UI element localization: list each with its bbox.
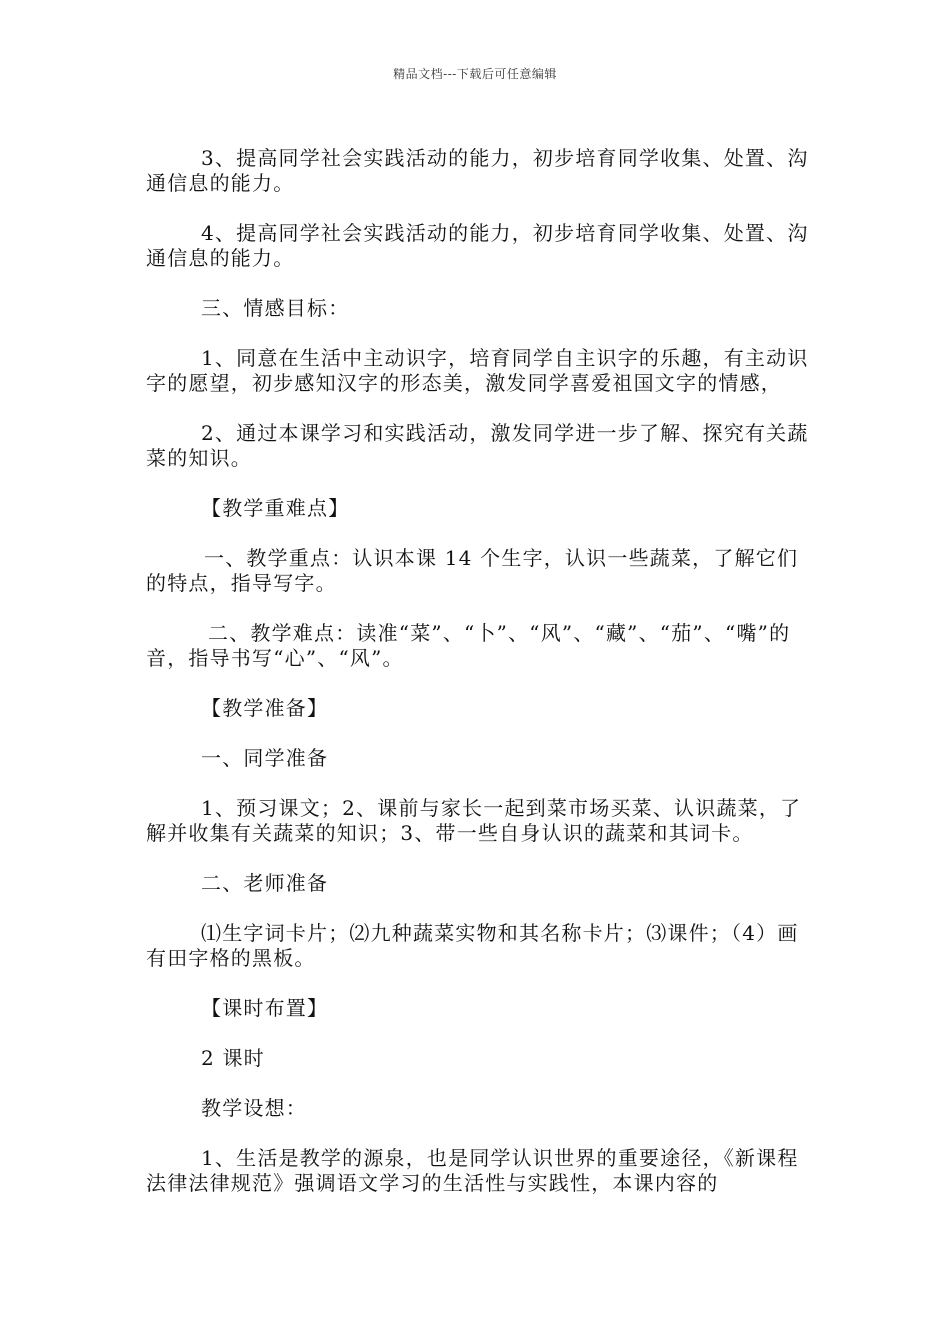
heading-teacher-preparation: 二、老师准备 xyxy=(201,871,329,895)
paragraph-key-point: 一、教学重点：认识本课 14 个生字，认识一些蔬菜，了解它们的特点，指导写字。 xyxy=(146,546,799,595)
paragraph-emotion-1: 1、同意在生活中主动识字，培育同学自主识字的乐趣，有主动识字的愿望，初步感知汉字的形态美，激发同学喜爱祖国文字的情感， xyxy=(146,346,809,395)
page-header: 精品文档---下载后可任意编辑 xyxy=(393,67,557,81)
heading-key-difficult-points: 【教学重难点】 xyxy=(201,496,350,520)
document-body xyxy=(146,146,816,1221)
paragraph-difficult-point: 二、教学难点：读准“菜”、“卜”、“风”、“藏”、“茄”、“嘴”的音，指导书写“心”、“风”。 xyxy=(146,621,791,670)
heading-student-preparation: 一、同学准备 xyxy=(201,746,329,770)
paragraph-student-preparation: 1、预习课文；2、课前与家长一起到菜市场买菜、认识蔬菜，了解并收集有关蔬菜的知识；3、带一些自身认识的蔬菜和其词卡。 xyxy=(146,796,802,845)
paragraph-lesson-count: 2 课时 xyxy=(201,1046,265,1070)
paragraph-goal-3: 3、提高同学社会实践活动的能力，初步培育同学收集、处置、沟通信息的能力。 xyxy=(146,146,809,195)
paragraph-teaching-idea-1: 1、生活是教学的源泉，也是同学认识世界的重要途径，《新课程法律法律规范》强调语文学习的生活性与实践性，本课内容的 xyxy=(146,1146,799,1195)
heading-teaching-preparation: 【教学准备】 xyxy=(201,696,329,720)
heading-lesson-schedule: 【课时布置】 xyxy=(201,996,329,1020)
heading-emotion-goals: 三、情感目标： xyxy=(201,296,350,320)
paragraph-teacher-preparation: ⑴生字词卡片；⑵九种蔬菜实物和其名称卡片；⑶课件；（4）画有田字格的黑板。 xyxy=(146,921,799,970)
paragraph-goal-4: 4、提高同学社会实践活动的能力，初步培育同学收集、处置、沟通信息的能力。 xyxy=(146,221,809,270)
paragraph-emotion-2: 2、通过本课学习和实践活动，激发同学进一步了解、探究有关蔬菜的知识。 xyxy=(146,421,809,470)
heading-teaching-idea: 教学设想： xyxy=(201,1096,307,1120)
